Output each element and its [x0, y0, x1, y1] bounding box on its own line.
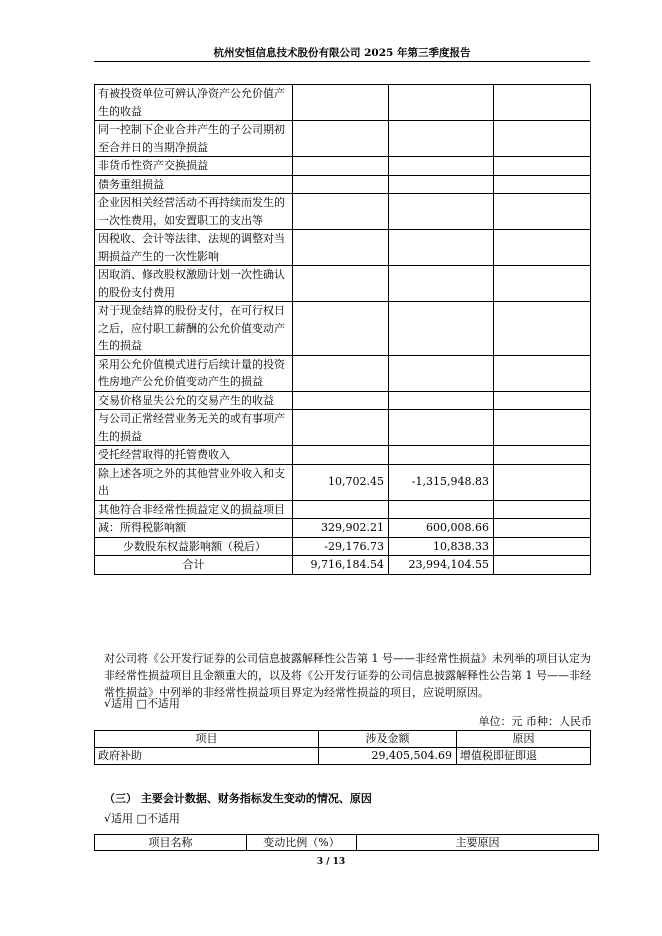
row-item: 其他符合非经常性损益定义的损益项目 — [95, 500, 293, 519]
row-value — [389, 446, 494, 465]
row-value — [389, 410, 494, 446]
row-value — [293, 446, 389, 465]
row-value — [494, 537, 591, 556]
report-header: 杭州安恒信息技术股份有限公司 2025 年第三季度报告 — [213, 47, 471, 59]
row-value — [389, 230, 494, 266]
table-row — [95, 85, 591, 121]
table-row — [95, 500, 591, 519]
row-value — [293, 302, 389, 356]
row-value — [494, 519, 591, 538]
row-value — [293, 355, 389, 391]
column-header: 原因 — [457, 731, 591, 748]
table-row — [95, 355, 591, 391]
row-value — [494, 85, 591, 121]
row-value — [293, 391, 389, 410]
table-row — [95, 121, 591, 157]
table-row — [95, 410, 591, 446]
row-value — [293, 266, 389, 302]
row-value — [494, 157, 591, 176]
row-item: 非货币性资产交换损益 — [95, 157, 293, 176]
applicable-checkbox-2: √适用 □不适用 — [104, 812, 180, 825]
row-value — [389, 175, 494, 194]
row-item: 合计 — [95, 556, 293, 575]
row-value — [389, 194, 494, 230]
row-item: 债务重组损益 — [95, 175, 293, 194]
row-value — [293, 175, 389, 194]
table-row — [95, 157, 591, 176]
government-subsidy-table — [94, 730, 591, 765]
row-value — [494, 266, 591, 302]
applicable-checkbox-1: √适用 □不适用 — [104, 697, 180, 710]
table-row — [95, 266, 591, 302]
table-row — [95, 519, 591, 538]
row-item: 有被投资单位可辨认净资产公允价值产生的收益 — [95, 85, 293, 121]
row-value — [494, 446, 591, 465]
row-item: 受托经营取得的托管费收入 — [95, 446, 293, 465]
row-item: 政府补助 — [95, 748, 319, 765]
row-value — [494, 391, 591, 410]
row-value — [389, 500, 494, 519]
row-value — [293, 121, 389, 157]
unit-currency-line: 单位：元 币种：人民币 — [478, 715, 592, 728]
row-value: 10,702.45 — [293, 464, 389, 500]
row-item: 交易价格显失公允的交易产生的收益 — [95, 391, 293, 410]
row-value — [494, 175, 591, 194]
row-value — [389, 302, 494, 356]
table-row — [95, 230, 591, 266]
table-row — [95, 302, 591, 356]
row-value — [494, 410, 591, 446]
table-row — [95, 194, 591, 230]
nonrecurring-items-table — [94, 84, 591, 575]
row-item: 同一控制下企业合并产生的子公司期初至合并日的当期净损益 — [95, 121, 293, 157]
row-value — [389, 355, 494, 391]
row-value: 10,838.33 — [389, 537, 494, 556]
column-header: 主要原因 — [357, 835, 599, 851]
row-value: 23,994,104.55 — [389, 556, 494, 575]
row-item: 少数股东权益影响额（税后） — [95, 537, 293, 556]
row-value — [494, 464, 591, 500]
table-row — [95, 748, 591, 765]
row-value — [494, 194, 591, 230]
page-number: 3 / 13 — [316, 857, 346, 867]
row-value: 600,008.66 — [389, 519, 494, 538]
section-title: （三） 主要会计数据、财务指标发生变动的情况、原因 — [104, 792, 372, 805]
row-item: 企业因相关经营活动不再持续而发生的一次性费用，如安置职工的支出等 — [95, 194, 293, 230]
row-value — [494, 556, 591, 575]
row-item: 除上述各项之外的其他营业外收入和支出 — [95, 464, 293, 500]
row-value: 329,902.21 — [293, 519, 389, 538]
row-value: -1,315,948.83 — [389, 464, 494, 500]
row-value: -29,176.73 — [293, 537, 389, 556]
row-value — [389, 266, 494, 302]
row-reason: 增值税即征即退 — [457, 748, 591, 765]
row-value — [494, 500, 591, 519]
row-value — [494, 230, 591, 266]
column-header: 变动比例（%） — [247, 835, 357, 851]
row-value — [293, 230, 389, 266]
row-value — [389, 85, 494, 121]
row-value — [293, 500, 389, 519]
row-item: 对于现金结算的股份支付，在可行权日之后，应付职工薪酬的公允价值变动产生的损益 — [95, 302, 293, 356]
row-value — [494, 302, 591, 356]
row-item: 因税收、会计等法律、法规的调整对当期损益产生的一次性影响 — [95, 230, 293, 266]
table-row — [95, 537, 591, 556]
row-value — [494, 121, 591, 157]
row-amount: 29,405,504.69 — [319, 748, 457, 765]
row-item: 与公司正常经营业务无关的或有事项产生的损益 — [95, 410, 293, 446]
table-row — [95, 446, 591, 465]
change-reasons-table — [94, 834, 599, 851]
explanation-paragraph: 对公司将《公开发行证券的公司信息披露解释性公告第 1 号——非经常性损益》未列举的项目认定为非经常性损益项目且金额重大的，以及将《公开发行证券的公司信息披露解释性公告第 1 号——非经常性损益》中列举的非经常性损益项目界定为经常性损益的项目，应说明原因。 — [104, 652, 591, 699]
row-value — [389, 121, 494, 157]
row-item: 采用公允价值模式进行后续计量的投资性房地产公允价值变动产生的损益 — [95, 355, 293, 391]
row-value — [293, 85, 389, 121]
column-header: 项目名称 — [95, 835, 247, 851]
table-row — [95, 556, 591, 575]
header-divider — [94, 61, 590, 62]
row-value — [293, 157, 389, 176]
row-value — [293, 410, 389, 446]
row-value — [293, 194, 389, 230]
table-row — [95, 175, 591, 194]
column-header: 涉及金额 — [319, 731, 457, 748]
row-value — [389, 391, 494, 410]
row-value — [389, 157, 494, 176]
row-item: 减：所得税影响额 — [95, 519, 293, 538]
table-row — [95, 391, 591, 410]
table-row — [95, 464, 591, 500]
row-item: 因取消、修改股权激励计划一次性确认的股份支付费用 — [95, 266, 293, 302]
row-value: 9,716,184.54 — [293, 556, 389, 575]
column-header: 项目 — [95, 731, 319, 748]
row-value — [494, 355, 591, 391]
